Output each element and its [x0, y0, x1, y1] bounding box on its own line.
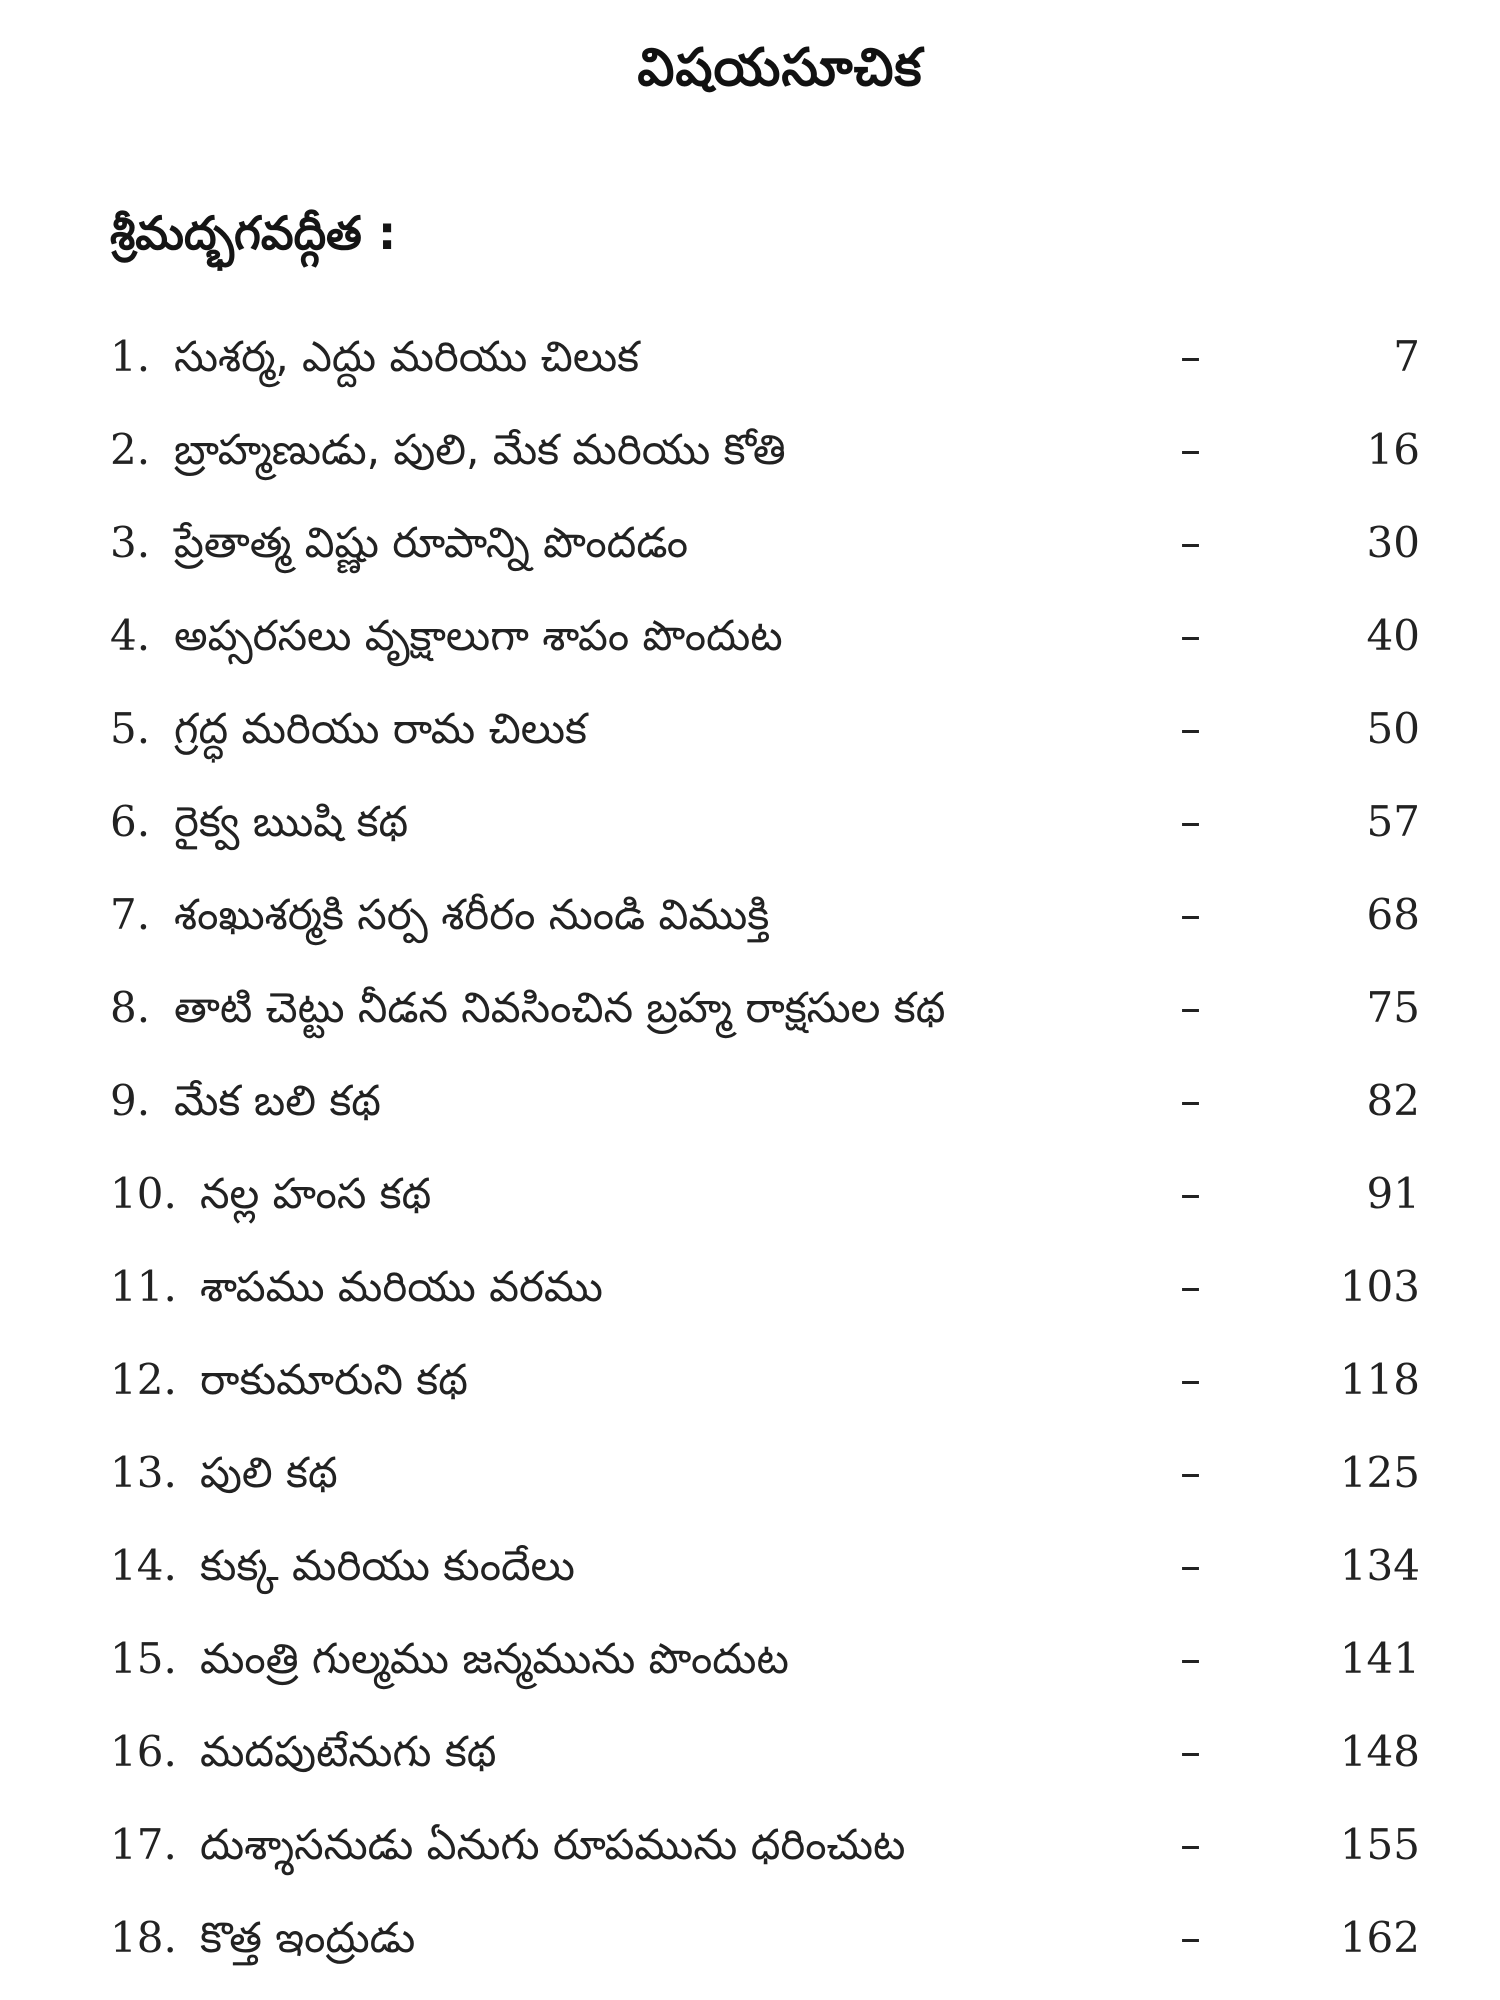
entry-page-number: 16: [1366, 425, 1420, 474]
entry-title: మేక బలి కథ: [174, 1076, 381, 1125]
entry-page-number: 103: [1339, 1262, 1420, 1311]
toc-row[interactable]: [110, 783, 1430, 876]
entry-title: రైక్వ ఋషి కథ: [174, 797, 409, 846]
page-title: విషయసూచిక: [637, 38, 923, 98]
entry-title: బ్రాహ్మణుడు, పులి, మేక మరియు కోతి: [174, 425, 786, 474]
toc-row[interactable]: [110, 969, 1430, 1062]
entry-separator: –: [1180, 518, 1201, 567]
entry-separator: –: [1180, 797, 1201, 846]
entry-title: దుశ్శాసనుడు ఏనుగు రూపమును ధరించుట: [200, 1820, 906, 1869]
entry-number: 16.: [110, 1727, 177, 1776]
entry-number: 17.: [110, 1820, 177, 1869]
entry-separator: –: [1180, 425, 1201, 474]
entry-number: 12.: [110, 1355, 177, 1404]
toc-row[interactable]: [110, 1341, 1430, 1434]
entry-title: నల్ల హంస కథ: [200, 1169, 432, 1218]
entry-number: 3.: [110, 518, 151, 567]
toc-row[interactable]: [110, 1062, 1430, 1155]
entry-number: 13.: [110, 1448, 177, 1497]
entry-number: 5.: [110, 704, 151, 753]
toc-row[interactable]: [110, 1899, 1430, 1992]
entry-page-number: 75: [1366, 983, 1420, 1032]
toc-row[interactable]: [110, 1527, 1430, 1620]
entry-page-number: 30: [1366, 518, 1420, 567]
entry-number: 1.: [110, 332, 151, 381]
entry-separator: –: [1180, 1076, 1201, 1125]
entry-number: 11.: [110, 1262, 177, 1311]
entry-page-number: 134: [1339, 1541, 1420, 1590]
toc-row[interactable]: [110, 411, 1430, 504]
toc-row[interactable]: [110, 1155, 1430, 1248]
entry-separator: –: [1180, 890, 1201, 939]
entry-page-number: 91: [1366, 1169, 1420, 1218]
toc-row[interactable]: [110, 504, 1430, 597]
entry-number: 14.: [110, 1541, 177, 1590]
entry-page-number: 141: [1339, 1634, 1420, 1683]
entry-title: ప్రేతాత్మ విష్ణు రూపాన్ని పొందడం: [174, 518, 689, 567]
toc-row[interactable]: [110, 1806, 1430, 1899]
entry-title: తాటి చెట్టు నీడన నివసించిన బ్రహ్మ రాక్షసుల కథ: [174, 983, 946, 1032]
entry-title: మదపుటేనుగు కథ: [200, 1727, 497, 1776]
entry-title: శంఖుశర్మకి సర్ప శరీరం నుండి విముక్తి: [174, 890, 770, 939]
toc-row[interactable]: [110, 318, 1430, 411]
entry-page-number: 7: [1393, 332, 1420, 381]
entry-title: శాపము మరియు వరము: [200, 1262, 603, 1311]
entry-number: 6.: [110, 797, 151, 846]
toc-row[interactable]: [110, 1248, 1430, 1341]
entry-number: 7.: [110, 890, 151, 939]
entry-number: 15.: [110, 1634, 177, 1683]
entry-separator: –: [1180, 983, 1201, 1032]
entry-number: 2.: [110, 425, 151, 474]
entry-separator: –: [1180, 1169, 1201, 1218]
entry-page-number: 148: [1339, 1727, 1420, 1776]
entry-number: 4.: [110, 611, 151, 660]
entry-separator: –: [1180, 611, 1201, 660]
table-of-contents: [110, 318, 1430, 1992]
entry-title: మంత్రి గుల్మము జన్మమును పొందుట: [200, 1634, 789, 1683]
entry-title: పులి కథ: [200, 1448, 338, 1497]
entry-separator: –: [1180, 332, 1201, 381]
entry-separator: –: [1180, 1913, 1201, 1962]
toc-row[interactable]: [110, 876, 1430, 969]
entry-page-number: 40: [1366, 611, 1420, 660]
entry-page-number: 82: [1366, 1076, 1420, 1125]
entry-title: అప్సరసలు వృక్షాలుగా శాపం పొందుట: [174, 611, 783, 660]
entry-page-number: 125: [1339, 1448, 1420, 1497]
entry-separator: –: [1180, 1448, 1201, 1497]
entry-separator: –: [1180, 1355, 1201, 1404]
toc-row[interactable]: [110, 1434, 1430, 1527]
entry-page-number: 118: [1339, 1355, 1420, 1404]
toc-row[interactable]: [110, 1713, 1430, 1806]
entry-separator: –: [1180, 1820, 1201, 1869]
entry-page-number: 50: [1366, 704, 1420, 753]
toc-row[interactable]: [110, 1620, 1430, 1713]
entry-number: 8.: [110, 983, 151, 1032]
entry-number: 18.: [110, 1913, 177, 1962]
toc-row[interactable]: [110, 597, 1430, 690]
entry-title: రాకుమారుని కథ: [200, 1355, 468, 1404]
toc-row[interactable]: [110, 690, 1430, 783]
entry-separator: –: [1180, 1262, 1201, 1311]
entry-number: 10.: [110, 1169, 177, 1218]
entry-number: 9.: [110, 1076, 151, 1125]
entry-page-number: 68: [1366, 890, 1420, 939]
entry-separator: –: [1180, 704, 1201, 753]
section-heading: శ్రీమద్భగవద్గీత :: [110, 206, 397, 260]
entry-page-number: 57: [1366, 797, 1420, 846]
entry-title: గ్రద్ధ మరియు రామ చిలుక: [174, 704, 587, 753]
entry-page-number: 155: [1339, 1820, 1420, 1869]
entry-title: కుక్క మరియు కుందేలు: [200, 1541, 575, 1590]
entry-separator: –: [1180, 1634, 1201, 1683]
entry-page-number: 162: [1339, 1913, 1420, 1962]
entry-title: సుశర్మ, ఎద్దు మరియు చిలుక: [174, 332, 640, 381]
entry-title: కొత్త ఇంద్రుడు: [200, 1913, 416, 1962]
entry-separator: –: [1180, 1541, 1201, 1590]
entry-separator: –: [1180, 1727, 1201, 1776]
